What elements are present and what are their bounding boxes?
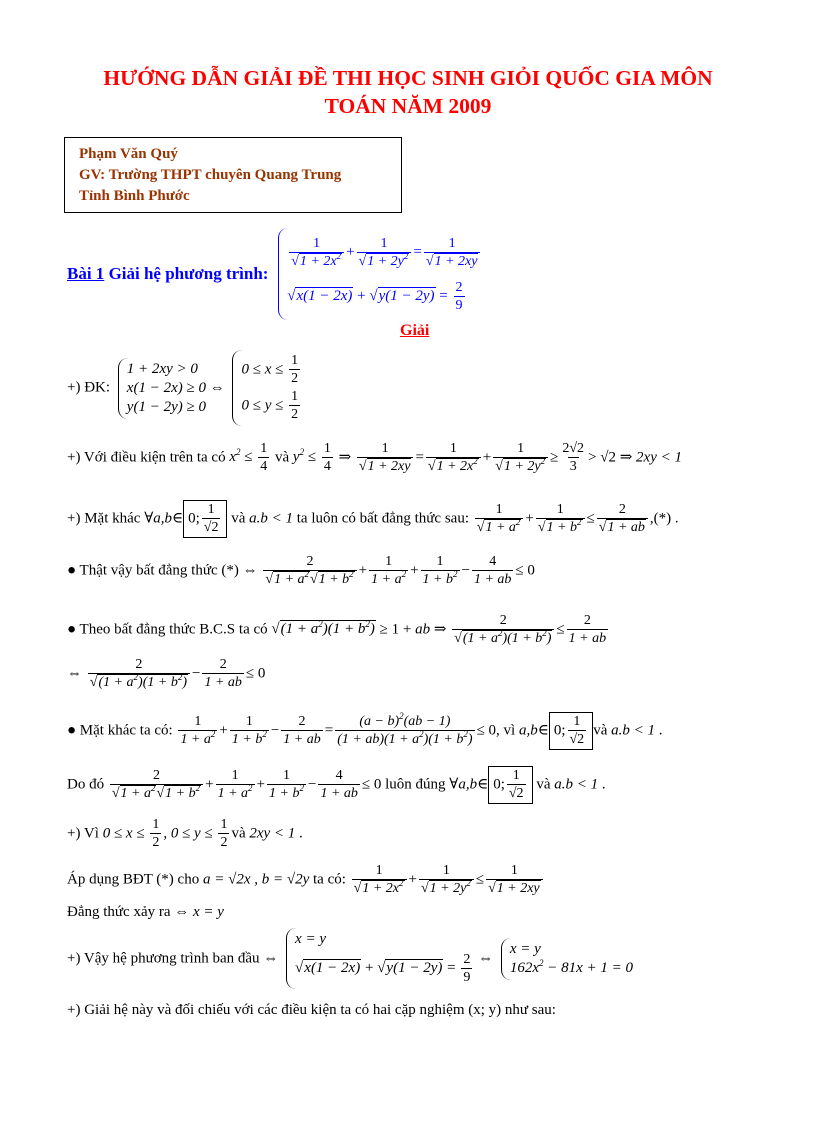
conclusion-line: +) Giải hệ này và đối chiếu với các điều kiện ta có hai cặp nghiệm (x; y) như sau: [67, 1002, 556, 1018]
problem-system: $\frac{1}{√1 + 2x^2}$ + $\frac{1}{√1 + 2y^2}$ = $\frac{1}{√1 + 2xy}$ √x(1 − 2x) + √y(1 − 2y) = $\frac{2}{9}$ [278, 228, 482, 320]
author-name: Phạm Văn Quý [79, 146, 178, 162]
equality-line: Đẳng thức xảy ra ⇔ x = y [67, 904, 224, 920]
proof-line-3: ● Mặt khác ta có: $\frac{1}{1 + a^2}$ + $\frac{1}{1 + b^2}$ − $\frac{2}{1 + ab}$ = $\frac{(a - b)^2(ab - 1)}{(1 + ab)(1 + a^2)(1 + b^2)}$ ≤ 0, vì a,b∈ 0; $\frac{1}{√2}$ và a.b < 1 . [67, 712, 662, 750]
proof-line-6: Áp dụng BĐT (*) cho a = √2x , b = √2y ta có: $\frac{1}{√1 + 2x^2}$ + $\frac{1}{√1 + 2y^2}$ ≤ $\frac{1}{√1 + 2xy}$ [67, 862, 545, 898]
condition-derivation-line: +) Với điều kiện trên ta có $x^2$ ≤ $\frac{1}{4}$ và $y^2$ ≤ $\frac{1}{4}$ ⇒ $\frac{1}{√1 + 2xy}$ = $\frac{1}{√1 + 2x^2}$ + $\frac{1}{√1 + 2y^2}$ ≥ $\frac{2√2}{3}$ > √2 ⇒ 2xy < 1 [67, 441, 682, 474]
inequality-star-line: +) Mặt khác ∀a,b∈ 0; $\frac{1}{√2}$ và a.b < 1 ta luôn có bất đẳng thức sau: $\frac{1}{√1 + a^2}$ + $\frac{1}{√1 + b^2}$ ≤ $\frac{2}{√1 + ab}$ ,(*) . [67, 500, 679, 538]
author-school: GV: Trường THPT chuyên Quang Trung [79, 167, 342, 183]
condition-prefix: +) ĐK: [67, 379, 111, 396]
title-line-2: TOÁN NĂM 2009 [324, 94, 492, 118]
proof-line-2: ⇔ $\frac{2}{√(1 + a^2)(1 + b^2)}$ − $\frac{2}{1 + ab}$ ≤ 0 [67, 657, 266, 690]
title-line-1: HƯỚNG DẪN GIẢI ĐỀ THI HỌC SINH GIỎI QUỐC GIA MÔN [103, 66, 713, 90]
proof-line-5: +) Vì 0 ≤ x ≤ $\frac{1}{2}$ , 0 ≤ y ≤ $\frac{1}{2}$ và 2xy < 1 . [67, 817, 303, 850]
system-reduction-line: +) Vậy hệ phương trình ban đầu ⇔ x = y √x(1 − 2x) + √y(1 − 2y) = $\frac{2}{9}$ ⇔ x = y $162x^2 - 81x + 1 = 0$ [67, 928, 633, 989]
document-title [40, 64, 776, 120]
proof-line-4: Do đó $\frac{2}{√1 + a^2√1 + b^2}$ + $\frac{1}{1 + a^2}$ + $\frac{1}{1 + b^2}$ − $\frac{4}{1 + ab}$ ≤ 0 luôn đúng ∀a,b∈ 0; $\frac{1}{√2}$ và a.b < 1 . [67, 766, 606, 804]
problem-text: Giải hệ phương trình: [108, 263, 269, 283]
problem-statement [67, 228, 482, 320]
condition-line: +) ĐK: 1 + 2xy > 0 x(1 − 2x) ≥ 0 y(1 − 2y) ≥ 0 ⇔ 0 ≤ x ≤ $\frac{1}{2}$ 0 ≤ y ≤ $\frac{1}{2}$ [67, 350, 302, 426]
proof-line-bcs: ● Theo bất đẳng thức B.C.S ta có $√(1 + a^2)(1 + b^2) \ge 1$ + ab ⇒ $\frac{2}{√(1 + a^2)(1 + b^2)}$ ≤ $\frac{2}{1 + ab}$ [67, 613, 607, 646]
problem-label: Bài 1 [67, 263, 105, 283]
solution-heading: Giải [400, 322, 430, 339]
author-box [64, 137, 402, 213]
author-province: Tỉnh Bình Phước [79, 188, 190, 204]
proof-line-1: ● Thật vậy bất đẳng thức (*) ⇔ $\frac{2}{√1 + a^2√1 + b^2}$ + $\frac{1}{1 + a^2}$ + $\frac{1}{1 + b^2}$ − $\frac{4}{1 + ab}$ ≤ 0 [67, 554, 535, 587]
